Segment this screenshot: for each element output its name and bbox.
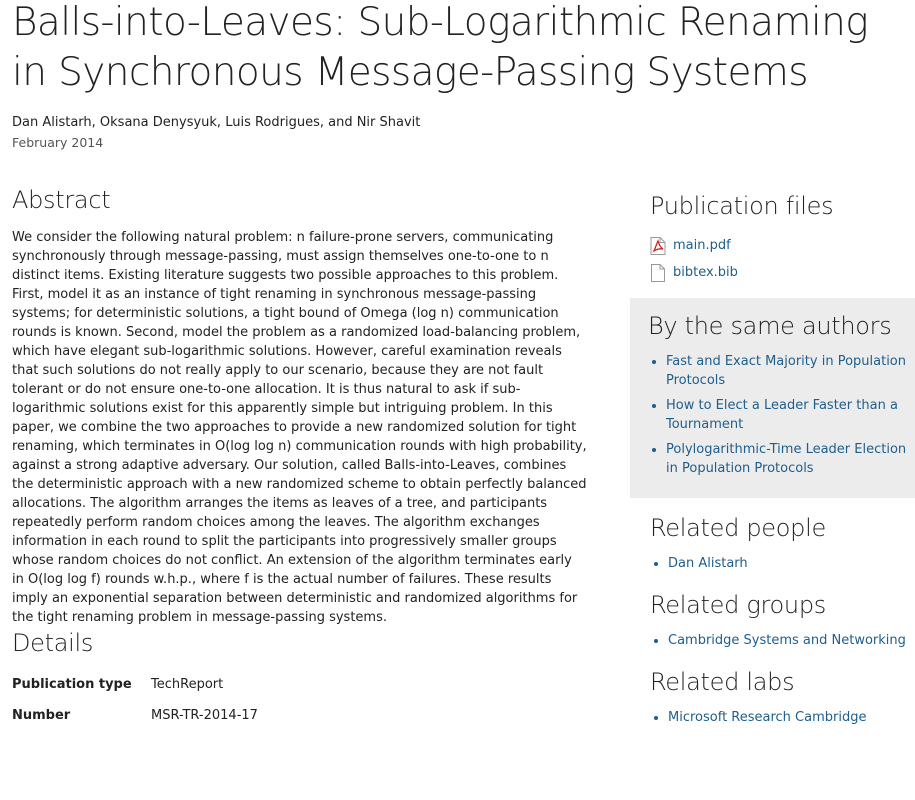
list-item	[666, 396, 907, 434]
file-item-bibtex	[650, 259, 915, 286]
same-authors-section	[630, 298, 915, 498]
details-label: Number	[12, 708, 71, 723]
related-person-link[interactable]: Dan Alistarh	[668, 556, 748, 571]
details-table	[12, 677, 258, 739]
list-item	[668, 708, 915, 727]
file-item-main-pdf	[650, 232, 915, 259]
list-item	[668, 554, 915, 573]
abstract-heading: Abstract	[12, 186, 111, 214]
list-item	[666, 352, 907, 390]
details-value: TechReport	[151, 677, 224, 692]
related-labs-heading: Related labs	[650, 668, 795, 696]
list-item	[666, 440, 907, 478]
page-title: Balls-into-Leaves: Sub-Logarithmic Renaming in Synchronous Message-Passing Systems	[12, 0, 869, 95]
related-groups-heading: Related groups	[650, 591, 826, 619]
related-groups-section	[630, 585, 915, 650]
sidebar	[630, 186, 915, 733]
details-heading: Details	[12, 629, 94, 657]
list-item	[668, 631, 915, 650]
details-row-number	[12, 708, 258, 739]
related-labs-section	[630, 662, 915, 727]
related-people-heading: Related people	[650, 514, 826, 542]
same-authors-list	[648, 352, 907, 478]
related-people-list	[650, 554, 915, 573]
main-content	[12, 184, 592, 739]
document-file-icon	[650, 264, 666, 282]
file-link-main-pdf[interactable]: main.pdf	[673, 238, 731, 253]
details-row-publication-type	[12, 677, 258, 708]
pdf-file-icon	[650, 237, 666, 255]
same-authors-link[interactable]: How to Elect a Leader Faster than a Tournament	[666, 398, 898, 432]
same-authors-link[interactable]: Polylogarithmic-Time Leader Election in Population Protocols	[666, 442, 907, 476]
details-label: Publication type	[12, 677, 132, 692]
publication-files-section	[630, 186, 915, 286]
publication-date: February 2014	[12, 135, 104, 150]
related-groups-list	[650, 631, 915, 650]
related-people-section	[630, 508, 915, 573]
file-list	[650, 232, 915, 286]
details-value: MSR-TR-2014-17	[151, 708, 258, 723]
author-list: Dan Alistarh, Oksana Denysyuk, Luis Rodrigues, and Nir Shavit	[12, 115, 421, 130]
same-authors-link[interactable]: Fast and Exact Majority in Population Protocols	[666, 354, 907, 388]
related-lab-link[interactable]: Microsoft Research Cambridge	[668, 710, 867, 725]
publication-files-heading: Publication files	[650, 192, 834, 220]
related-group-link[interactable]: Cambridge Systems and Networking	[668, 633, 906, 648]
related-labs-list	[650, 708, 915, 727]
file-link-bibtex[interactable]: bibtex.bib	[673, 265, 738, 280]
abstract-text: We consider the following natural problem: n failure-prone servers, communicating synchronously through message-passing, must assign themselves one-to-one to n distinct items. Existing literature suggests two possible approaches to this problem. First, model it as an instance of tight renaming in synchronous message-passing systems; for deterministic solutions, a tight bound of Omega (log n) communication rounds is known. Second, model the problem as a randomized load-balancing problem, which have elegant sub-logarithmic solutions. However, careful examination reveals that such solutions do not really apply to our scenario, because they are not fault tolerant or do not ensure one-to-one allocation. It is thus natural to ask if sub-logarithmic solutions exist for this apparently simple but intriguing problem. In this paper, we combine the two approaches to provide a new randomized solution for tight renaming, which terminates in O(log log n) communication rounds with high probability, against a strong adaptive adversary. Our solution, called Balls-into-Leaves, combines the deterministic approach with a new randomized scheme to obtain perfectly balanced allocations. The algorithm arranges the items as leaves of a tree, and participants repeatedly perform random choices among the leaves. The algorithm exchanges information in each round to split the participants into progressively smaller groups whose random choices do not conflict. An extension of the algorithm terminates early in O(log log f) rounds w.h.p., where f is the actual number of failures. These results imply an exponential separation between deterministic and randomized algorithms for the tight renaming problem in message-passing systems.	[12, 230, 587, 625]
same-authors-heading: By the same authors	[648, 312, 892, 340]
